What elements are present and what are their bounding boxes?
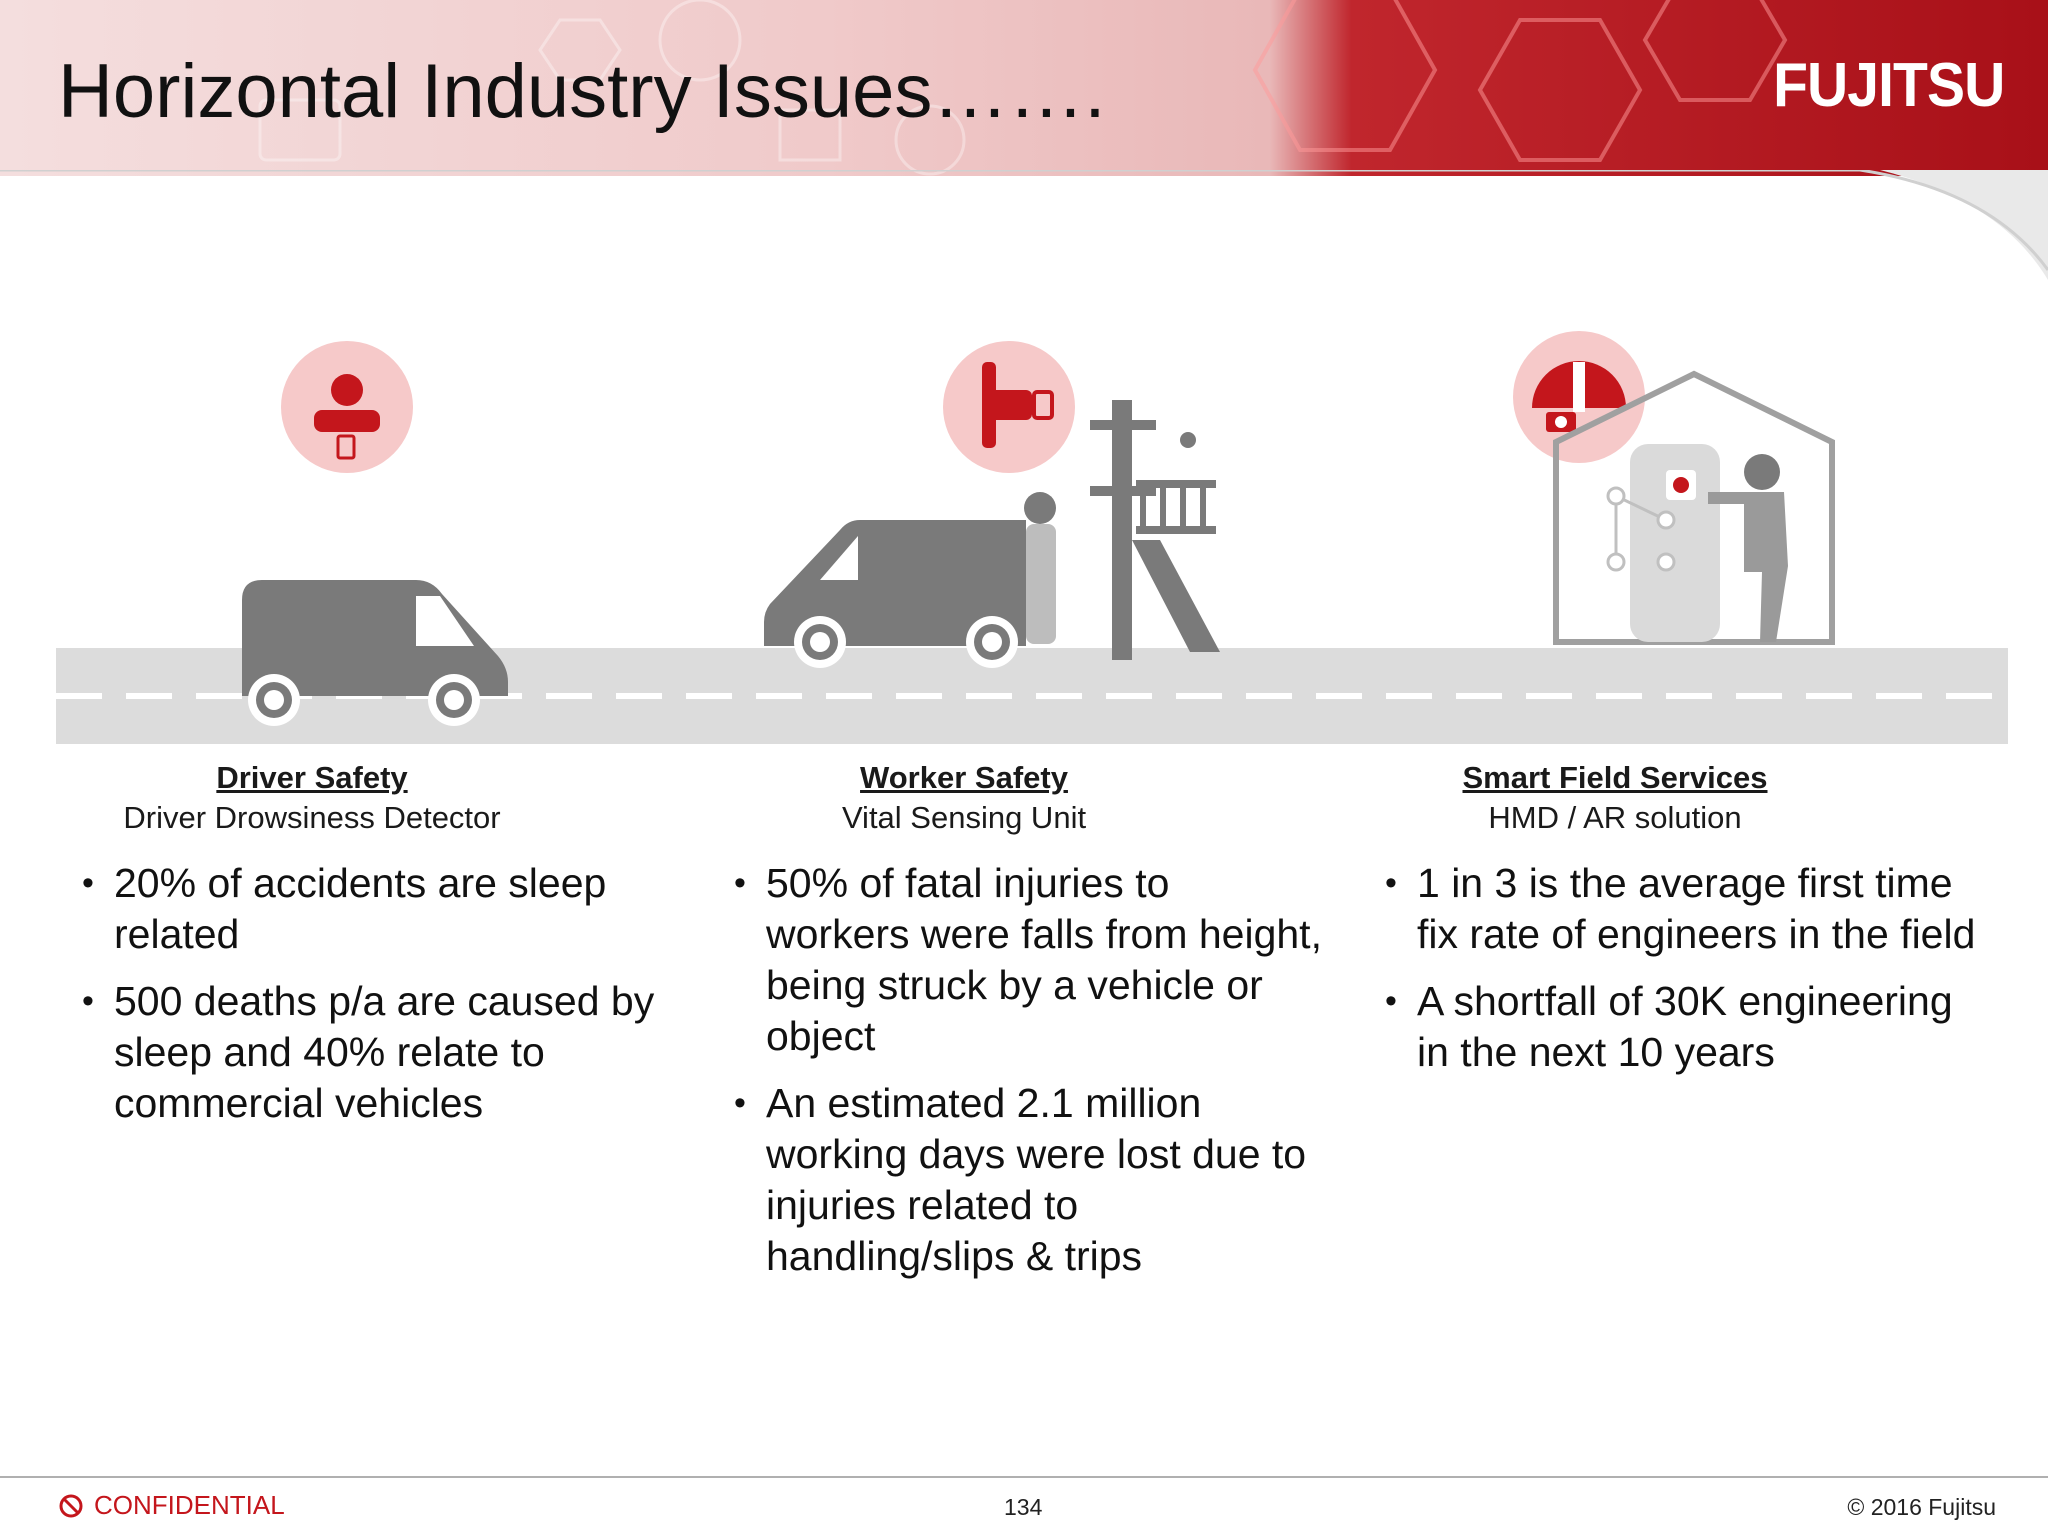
- slide-header: [0, 0, 2048, 176]
- column-subtitle: Driver Drowsiness Detector: [123, 800, 501, 835]
- fujitsu-logo: FUJITSU: [1772, 51, 2004, 120]
- bullet-list: [72, 858, 692, 1129]
- column-subtitle: Vital Sensing Unit: [841, 800, 1087, 835]
- column-smart-field-services: [1375, 760, 1995, 1094]
- column-worker-safety: [724, 760, 1344, 1298]
- confidential-label: [58, 1490, 285, 1521]
- column-driver-safety: [72, 760, 692, 1145]
- driver-icon: [280, 340, 414, 474]
- bullet-list: [724, 858, 1324, 1282]
- page-number: 134: [1004, 1494, 1043, 1520]
- smart-field-scene: [1548, 366, 1838, 652]
- prohibited-icon: [58, 1493, 84, 1519]
- bullet-item: • An estimated 2.1 million working days were lost due to injuries related to handling/slips & trips: [724, 1078, 1324, 1282]
- van-driver-safety: [236, 570, 516, 730]
- column-title: Smart Field Services: [1462, 760, 1768, 795]
- confidential-text: CONFIDENTIAL: [94, 1490, 285, 1520]
- bullet-item: • 500 deaths p/a are caused by sleep and 40% relate to commercial vehicles: [72, 976, 692, 1129]
- copyright: © 2016 Fujitsu: [1847, 1494, 1996, 1520]
- page-title: Horizontal Industry Issues…….: [58, 49, 1106, 134]
- bullet-item: • A shortfall of 30K engineering in the next 10 years: [1375, 976, 1995, 1078]
- column-title: Driver Safety: [216, 760, 408, 795]
- column-title: Worker Safety: [860, 760, 1068, 795]
- bullet-item: • 20% of accidents are sleep related: [72, 858, 692, 960]
- bullet-item: • 50% of fatal injuries to workers were falls from height, being struck by a vehicle or object: [724, 858, 1324, 1062]
- header-swoosh: [0, 170, 2048, 300]
- bullet-list: [1375, 858, 1995, 1078]
- column-subtitle: HMD / AR solution: [1488, 800, 1742, 835]
- footer-divider: [0, 1476, 2048, 1478]
- worker-safety-scene: [760, 390, 1240, 680]
- bullet-item: • 1 in 3 is the average first time fix rate of engineers in the field: [1375, 858, 1995, 960]
